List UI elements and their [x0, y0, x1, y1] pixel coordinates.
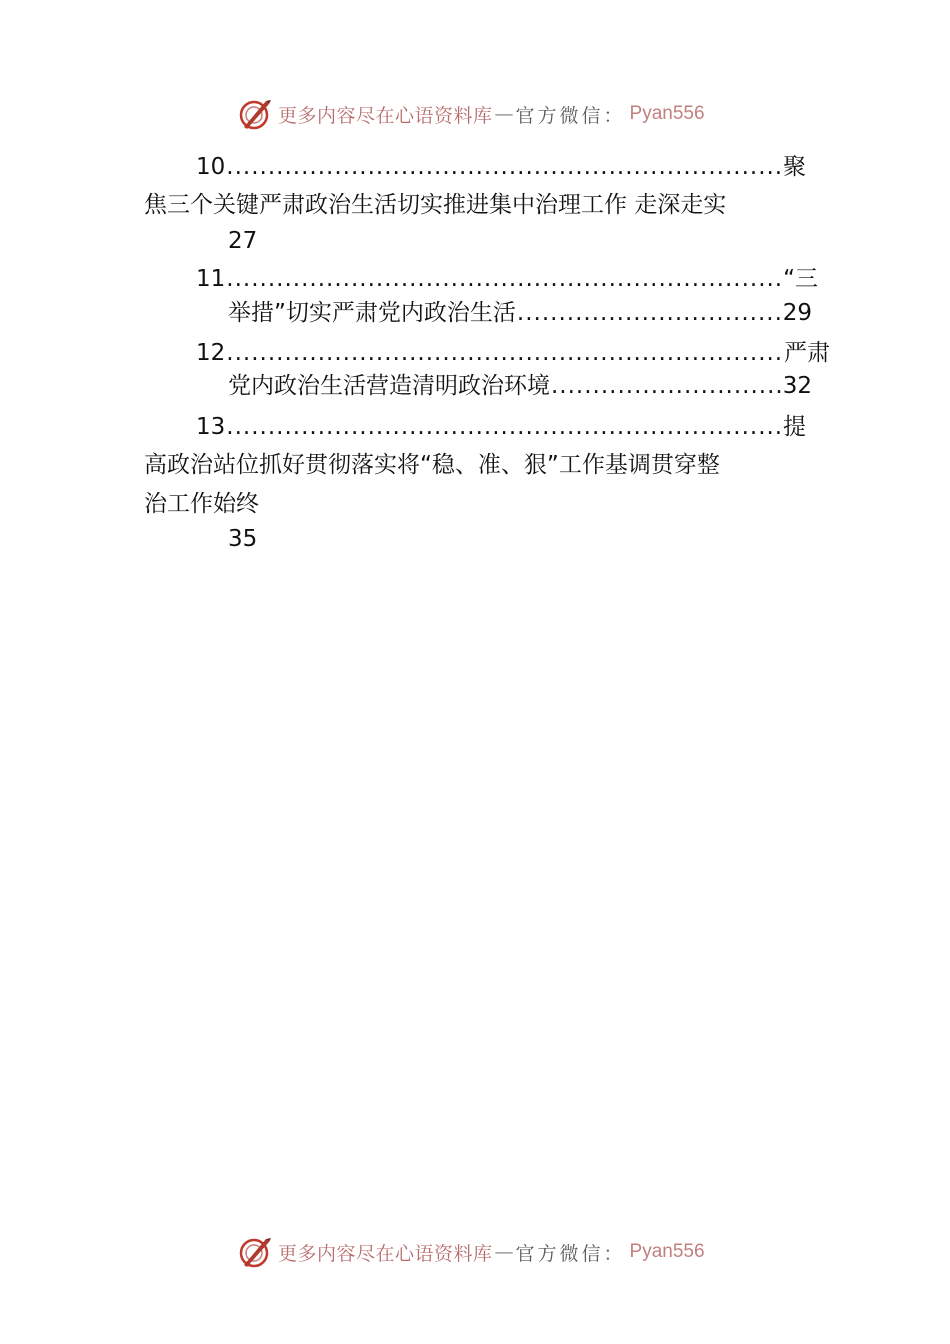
- toc-entry-10[interactable]: [196, 152, 806, 182]
- toc-leader-dots: [517, 298, 782, 328]
- watermark-wechat-id: Pyan556: [629, 103, 705, 124]
- toc-page: 32: [782, 373, 812, 399]
- toc-entry-12[interactable]: [196, 338, 830, 368]
- watermark-dash: —: [494, 1241, 514, 1263]
- toc-entry-13[interactable]: [196, 412, 806, 442]
- watermark-text: 更多内容尽在心语资料库: [278, 1242, 493, 1265]
- toc-entry-11[interactable]: [196, 264, 818, 294]
- toc-entry-11-title-row: [228, 298, 812, 328]
- toc-entry-10-page: 27: [228, 228, 258, 254]
- toc-leader-dots: [226, 338, 783, 368]
- toc-page: 29: [782, 300, 812, 326]
- watermark-wechat-label: 官方微信：: [515, 1242, 626, 1265]
- toc-lead-text: 提: [783, 414, 806, 440]
- toc-entry-13-title-line1: 高政治站位抓好贯彻落实将“稳、准、狠”工作基调贯穿整: [144, 452, 720, 478]
- watermark-wechat-label: 官方微信：: [515, 104, 626, 127]
- toc-leader-dots: [551, 371, 782, 401]
- toc-title: 党内政治生活营造清明政治环境: [228, 373, 550, 399]
- toc-title: 举措”切实严肃党内政治生活: [228, 300, 516, 326]
- toc-leader-dots: [226, 412, 782, 442]
- watermark-text: 更多内容尽在心语资料库: [278, 104, 493, 127]
- watermark-wechat-id: Pyan556: [629, 1241, 705, 1262]
- toc-entry-13-page: 35: [228, 526, 258, 552]
- toc-entry-10-title: 焦三个关键严肃政治生活切实推进集中治理工作 走深走实: [144, 192, 727, 218]
- toc-entry-12-title-row: [228, 371, 812, 401]
- toc-number: 12: [196, 340, 226, 366]
- toc-lead-text: 严肃: [784, 340, 830, 366]
- toc-entry-13-title-line2: 治工作始终: [144, 491, 259, 517]
- pen-seal-logo-icon: [238, 1235, 272, 1269]
- toc-leader-dots: [226, 264, 782, 294]
- toc-number: 10: [196, 154, 226, 180]
- toc-lead-text: “三: [783, 266, 818, 292]
- toc-number: 11: [196, 266, 226, 292]
- header-watermark: [238, 96, 738, 132]
- pen-seal-logo-icon: [238, 97, 272, 131]
- footer-watermark: [238, 1234, 738, 1270]
- toc-leader-dots: [226, 152, 782, 182]
- toc-lead-text: 聚: [783, 154, 806, 180]
- watermark-dash: —: [494, 103, 514, 125]
- toc-number: 13: [196, 414, 226, 440]
